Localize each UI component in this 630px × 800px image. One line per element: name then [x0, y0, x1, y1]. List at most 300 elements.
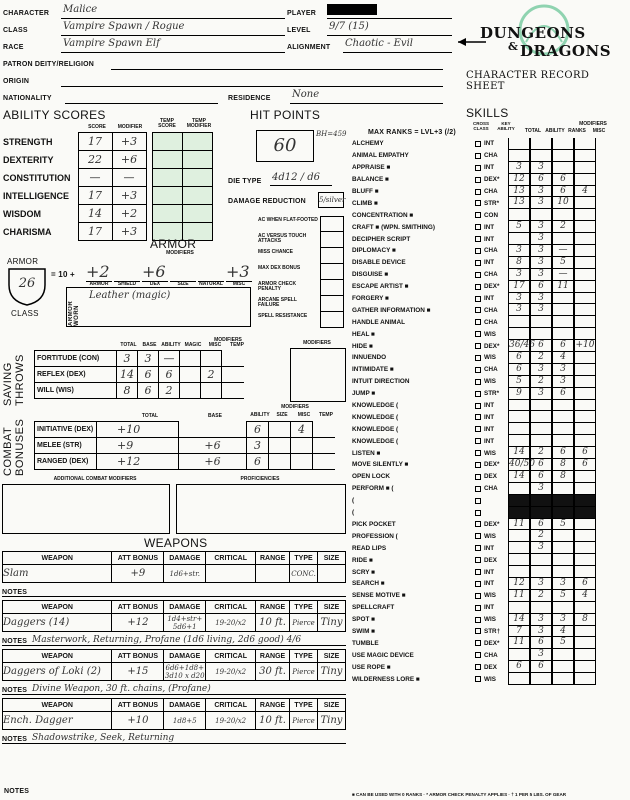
skill-ranks[interactable]: [552, 316, 574, 328]
cross-class-checkbox[interactable]: [472, 578, 484, 590]
damage-reduction-field[interactable]: 5/silver: [318, 192, 344, 208]
skill-ranks[interactable]: 6: [552, 174, 574, 186]
armor-worn-field[interactable]: Leather (magic): [89, 290, 171, 301]
skill-ranks[interactable]: [552, 483, 574, 495]
skill-ability[interactable]: 6: [530, 174, 552, 186]
addl-combat-box[interactable]: [2, 484, 170, 534]
cross-class-checkbox[interactable]: [472, 340, 484, 352]
skill-misc[interactable]: [574, 637, 596, 649]
cross-class-checkbox[interactable]: [472, 328, 484, 340]
cross-class-checkbox[interactable]: [472, 138, 484, 150]
cross-class-checkbox[interactable]: [472, 459, 484, 471]
skill-misc[interactable]: [574, 673, 596, 685]
cross-class-checkbox[interactable]: [472, 423, 484, 435]
skill-total[interactable]: [508, 435, 530, 447]
weapon-range[interactable]: 30 ft.: [256, 663, 290, 681]
weapon-notes[interactable]: Divine Weapon, 30 ft. chains, (Profane): [32, 684, 211, 694]
cross-class-checkbox[interactable]: [472, 233, 484, 245]
skill-misc[interactable]: [574, 519, 596, 531]
skill-ranks[interactable]: [552, 423, 574, 435]
skill-ranks[interactable]: [552, 233, 574, 245]
skill-total[interactable]: [508, 411, 530, 423]
skill-ranks[interactable]: [552, 507, 574, 519]
skill-misc[interactable]: [574, 400, 596, 412]
weapon-type[interactable]: Pierce: [290, 614, 318, 632]
skill-ranks[interactable]: —: [552, 269, 574, 281]
skill-ranks[interactable]: 6: [552, 388, 574, 400]
skill-ability[interactable]: [530, 209, 552, 221]
cross-class-checkbox[interactable]: [472, 530, 484, 542]
skill-ability[interactable]: 6: [530, 459, 552, 471]
save-base[interactable]: 3: [138, 351, 159, 367]
skill-ranks[interactable]: 6: [552, 447, 574, 459]
skill-total[interactable]: 14: [508, 447, 530, 459]
ability-modifier[interactable]: —: [112, 169, 146, 187]
cross-class-checkbox[interactable]: [472, 150, 484, 162]
skill-ranks[interactable]: [552, 138, 574, 150]
cross-class-checkbox[interactable]: [472, 293, 484, 305]
skill-ranks[interactable]: [552, 150, 574, 162]
cross-class-checkbox[interactable]: [472, 221, 484, 233]
ability-score[interactable]: 17: [78, 223, 112, 241]
skill-misc[interactable]: [574, 197, 596, 209]
cross-class-checkbox[interactable]: [472, 364, 484, 376]
skill-misc[interactable]: [574, 233, 596, 245]
skill-ability[interactable]: 3: [530, 269, 552, 281]
skill-ranks[interactable]: 2: [552, 221, 574, 233]
save-base[interactable]: 6: [138, 367, 159, 383]
skill-ability[interactable]: 2: [530, 352, 552, 364]
temp-score[interactable]: [152, 187, 182, 205]
ability-score[interactable]: 17: [78, 133, 112, 151]
skill-misc[interactable]: [574, 209, 596, 221]
dex-bonus[interactable]: +6: [142, 262, 168, 282]
skill-ranks[interactable]: [552, 411, 574, 423]
save-ability[interactable]: 2: [159, 383, 180, 399]
save-misc[interactable]: [201, 351, 222, 367]
weapon-dmg[interactable]: 1d4+str+ 5d6+1: [164, 614, 206, 632]
skill-total[interactable]: [508, 673, 530, 685]
skill-ability[interactable]: 6: [530, 637, 552, 649]
skill-total[interactable]: 40/50: [509, 459, 535, 470]
skill-ranks[interactable]: 4: [552, 626, 574, 638]
skill-total[interactable]: [508, 507, 530, 519]
weapon-att[interactable]: +15: [112, 663, 164, 681]
armor-check-box[interactable]: [320, 280, 344, 296]
combat-misc[interactable]: 4: [291, 422, 313, 438]
skill-ranks[interactable]: [552, 304, 574, 316]
weapon-notes[interactable]: Shadowstrike, Seek, Returning: [32, 733, 175, 743]
skill-ranks[interactable]: [552, 162, 574, 174]
skill-total[interactable]: [508, 554, 530, 566]
skill-ability[interactable]: 3: [530, 483, 552, 495]
combat-total[interactable]: +9: [97, 438, 179, 454]
skill-misc[interactable]: [574, 411, 596, 423]
skill-ability[interactable]: [530, 602, 552, 614]
combat-ability[interactable]: 3: [247, 438, 269, 454]
skill-ability[interactable]: 6: [530, 661, 552, 673]
cross-class-checkbox[interactable]: [472, 257, 484, 269]
skill-ability[interactable]: [530, 566, 552, 578]
skill-total[interactable]: 9: [508, 388, 530, 400]
combat-base[interactable]: +6: [179, 454, 247, 470]
skill-misc[interactable]: [574, 661, 596, 673]
skill-ability[interactable]: [530, 507, 552, 519]
miss-chance-box[interactable]: [320, 248, 344, 264]
residence-field[interactable]: None: [290, 89, 443, 104]
temp-modifier[interactable]: [182, 151, 212, 169]
spell-resistance-box[interactable]: [320, 312, 344, 328]
cross-class-checkbox[interactable]: [472, 411, 484, 423]
combat-misc[interactable]: [291, 454, 313, 470]
skill-ability[interactable]: 3: [530, 186, 552, 198]
alignment-field[interactable]: Chaotic - Evil: [343, 38, 452, 53]
skill-misc[interactable]: [574, 495, 596, 507]
save-misc[interactable]: 2: [201, 367, 222, 383]
skill-total[interactable]: [508, 530, 530, 542]
skill-ability[interactable]: 6: [530, 281, 552, 293]
cross-class-checkbox[interactable]: [472, 637, 484, 649]
skill-total[interactable]: [508, 542, 530, 554]
skill-total[interactable]: 3: [508, 269, 530, 281]
skill-total[interactable]: [508, 150, 530, 162]
skill-ability[interactable]: [530, 316, 552, 328]
race-field[interactable]: Vampire Spawn Elf: [61, 38, 285, 53]
cross-class-checkbox[interactable]: [472, 304, 484, 316]
combat-base[interactable]: +6: [179, 438, 247, 454]
skill-misc[interactable]: 4: [574, 590, 596, 602]
cross-class-checkbox[interactable]: [472, 649, 484, 661]
cross-class-checkbox[interactable]: [472, 542, 484, 554]
skill-misc[interactable]: [574, 352, 596, 364]
cross-class-checkbox[interactable]: [472, 376, 484, 388]
weapon-range[interactable]: [256, 565, 290, 583]
skill-misc[interactable]: 6: [574, 578, 596, 590]
skill-ranks[interactable]: [552, 554, 574, 566]
skill-ability[interactable]: [530, 554, 552, 566]
skill-misc[interactable]: +10: [575, 340, 595, 351]
skill-ability[interactable]: 2: [530, 530, 552, 542]
temp-score[interactable]: [152, 169, 182, 187]
skill-total[interactable]: [508, 328, 530, 340]
skill-total[interactable]: 6: [508, 661, 530, 673]
save-magic[interactable]: [180, 383, 201, 399]
skill-ranks[interactable]: 8: [552, 459, 574, 471]
weapon-weapon[interactable]: Ench. Dagger: [3, 712, 112, 730]
temp-modifier[interactable]: [182, 187, 212, 205]
ability-modifier[interactable]: +3: [112, 223, 146, 241]
skill-ranks[interactable]: 3: [552, 376, 574, 388]
weapon-type[interactable]: Pierce: [290, 663, 318, 681]
temp-modifier[interactable]: [182, 169, 212, 187]
cross-class-checkbox[interactable]: [472, 519, 484, 531]
cross-class-checkbox[interactable]: [472, 483, 484, 495]
skill-misc[interactable]: [574, 530, 596, 542]
die-type-field[interactable]: 4d12 / d6: [270, 172, 332, 186]
skill-ability[interactable]: 3: [530, 245, 552, 257]
cross-class-checkbox[interactable]: [472, 174, 484, 186]
skill-ability[interactable]: 2: [530, 590, 552, 602]
max-dex-box[interactable]: [320, 264, 344, 280]
cross-class-checkbox[interactable]: [472, 352, 484, 364]
combat-misc[interactable]: [291, 438, 313, 454]
cross-class-checkbox[interactable]: [472, 316, 484, 328]
ability-score[interactable]: 22: [78, 151, 112, 169]
weapon-weapon[interactable]: Slam: [3, 565, 112, 583]
skill-total[interactable]: [508, 400, 530, 412]
skill-ranks[interactable]: 11: [552, 281, 574, 293]
cross-class-checkbox[interactable]: [472, 400, 484, 412]
skill-total[interactable]: 7: [508, 626, 530, 638]
cross-class-checkbox[interactable]: [472, 435, 484, 447]
skill-misc[interactable]: 8: [574, 614, 596, 626]
weapon-type[interactable]: CONC.: [290, 565, 318, 583]
size-bonus[interactable]: [170, 262, 196, 282]
skill-ability[interactable]: 3: [530, 293, 552, 305]
weapon-type[interactable]: Pierce: [290, 712, 318, 730]
skill-misc[interactable]: [574, 602, 596, 614]
patron-field[interactable]: [111, 55, 443, 70]
save-ability[interactable]: —: [159, 351, 180, 367]
class-field[interactable]: Vampire Spawn / Rogue: [61, 21, 285, 36]
skill-ranks[interactable]: [552, 435, 574, 447]
skill-ranks[interactable]: 8: [552, 471, 574, 483]
skill-ranks[interactable]: [552, 495, 574, 507]
skill-ability[interactable]: [530, 150, 552, 162]
skill-total[interactable]: [508, 483, 530, 495]
skill-misc[interactable]: [574, 435, 596, 447]
temp-score[interactable]: [152, 133, 182, 151]
skill-misc[interactable]: 6: [574, 459, 596, 471]
skill-ability[interactable]: 3: [530, 233, 552, 245]
combat-size[interactable]: [269, 454, 291, 470]
weapon-weapon[interactable]: Daggers of Loki (2): [3, 663, 112, 681]
skill-total[interactable]: [508, 233, 530, 245]
skill-misc[interactable]: [574, 566, 596, 578]
skill-ability[interactable]: 3: [530, 388, 552, 400]
skill-ability[interactable]: 3: [530, 162, 552, 174]
cross-class-checkbox[interactable]: [472, 269, 484, 281]
weapon-crit[interactable]: 19-20/x2: [206, 712, 256, 730]
skill-ranks[interactable]: [552, 542, 574, 554]
weapon-notes[interactable]: Masterwork, Returning, Profane (1d6 living, 2d6 good) 4/6: [32, 635, 302, 645]
cross-class-checkbox[interactable]: [472, 626, 484, 638]
weapon-size[interactable]: [318, 565, 346, 583]
character-field[interactable]: Malice: [61, 4, 285, 19]
cross-class-checkbox[interactable]: [472, 614, 484, 626]
skill-ability[interactable]: 3: [530, 649, 552, 661]
skill-ability[interactable]: 6: [530, 471, 552, 483]
skill-total[interactable]: 12: [508, 174, 530, 186]
skill-ranks[interactable]: 6: [552, 340, 574, 352]
skill-ability[interactable]: 6: [530, 340, 552, 352]
saves-modifiers-box[interactable]: [290, 348, 346, 402]
cross-class-checkbox[interactable]: [472, 661, 484, 673]
skill-ability[interactable]: [530, 495, 552, 507]
skill-misc[interactable]: [574, 138, 596, 150]
skill-total[interactable]: 13: [508, 197, 530, 209]
skill-total[interactable]: 5: [508, 376, 530, 388]
skill-total[interactable]: [508, 566, 530, 578]
arcane-failure-box[interactable]: [320, 296, 344, 312]
save-total[interactable]: 3: [117, 351, 138, 367]
cross-class-checkbox[interactable]: [472, 602, 484, 614]
skill-total[interactable]: 11: [508, 637, 530, 649]
combat-temp[interactable]: [313, 422, 335, 438]
skill-ranks[interactable]: [552, 566, 574, 578]
skill-ability[interactable]: 2: [530, 376, 552, 388]
skill-misc[interactable]: [574, 364, 596, 376]
skill-misc[interactable]: [574, 257, 596, 269]
weapon-att[interactable]: +9: [112, 565, 164, 583]
save-temp[interactable]: [222, 367, 244, 383]
skill-total[interactable]: 13: [508, 186, 530, 198]
skill-total[interactable]: 36/46: [509, 340, 535, 351]
skill-total[interactable]: 17: [508, 281, 530, 293]
save-temp[interactable]: [222, 351, 244, 367]
skill-misc[interactable]: [574, 245, 596, 257]
temp-score[interactable]: [152, 205, 182, 223]
skill-ranks[interactable]: [552, 661, 574, 673]
cross-class-checkbox[interactable]: [472, 447, 484, 459]
cross-class-checkbox[interactable]: [472, 186, 484, 198]
skill-total[interactable]: [508, 209, 530, 221]
skill-total[interactable]: [508, 138, 530, 150]
skill-ability[interactable]: 3: [530, 626, 552, 638]
save-misc[interactable]: [201, 383, 222, 399]
skill-ranks[interactable]: 5: [552, 257, 574, 269]
cross-class-checkbox[interactable]: [472, 162, 484, 174]
cross-class-checkbox[interactable]: [472, 554, 484, 566]
ability-score[interactable]: 14: [78, 205, 112, 223]
skill-ranks[interactable]: 10: [552, 197, 574, 209]
weapon-dmg[interactable]: 1d8+5: [164, 712, 206, 730]
ability-modifier[interactable]: +2: [112, 205, 146, 223]
skill-ranks[interactable]: [552, 649, 574, 661]
misc-bonus[interactable]: +3: [226, 262, 252, 282]
skill-total[interactable]: 12: [508, 578, 530, 590]
skill-total[interactable]: 11: [508, 519, 530, 531]
skill-ranks[interactable]: —: [552, 245, 574, 257]
skill-total[interactable]: 14: [508, 471, 530, 483]
skill-total[interactable]: 3: [508, 162, 530, 174]
skill-total[interactable]: 6: [508, 352, 530, 364]
skill-ability[interactable]: [530, 328, 552, 340]
skill-total[interactable]: [508, 423, 530, 435]
skill-ranks[interactable]: 5: [552, 590, 574, 602]
weapon-size[interactable]: Tiny: [317, 712, 345, 730]
skill-misc[interactable]: [574, 269, 596, 281]
skill-misc[interactable]: [574, 507, 596, 519]
natural-bonus[interactable]: [198, 262, 224, 282]
ac-value[interactable]: 26: [18, 276, 36, 291]
skill-total[interactable]: [508, 649, 530, 661]
proficiencies-box[interactable]: [176, 484, 346, 534]
skill-total[interactable]: [508, 495, 530, 507]
temp-modifier[interactable]: [182, 133, 212, 151]
skill-misc[interactable]: [574, 221, 596, 233]
skill-ranks[interactable]: 5: [552, 519, 574, 531]
skill-ability[interactable]: 3: [530, 304, 552, 316]
cross-class-checkbox[interactable]: [472, 673, 484, 685]
skill-ability[interactable]: [530, 138, 552, 150]
combat-base[interactable]: [179, 422, 247, 438]
armor-worn-box[interactable]: [66, 287, 251, 327]
save-ability[interactable]: 6: [159, 367, 180, 383]
skill-misc[interactable]: [574, 304, 596, 316]
weapon-dmg[interactable]: 6d6+1d8+ 3d10 x d20: [164, 663, 205, 680]
skill-total[interactable]: 14: [508, 614, 530, 626]
skill-ability[interactable]: 2: [530, 447, 552, 459]
weapon-att[interactable]: +12: [112, 614, 164, 632]
skill-total[interactable]: [508, 316, 530, 328]
level-field[interactable]: 9/7 (15): [327, 21, 452, 36]
skill-total[interactable]: 8: [508, 257, 530, 269]
cross-class-checkbox[interactable]: [472, 590, 484, 602]
skill-ranks[interactable]: 6: [552, 186, 574, 198]
skill-ranks[interactable]: [552, 530, 574, 542]
weapon-crit[interactable]: 19-20/x2: [206, 663, 256, 681]
combat-ability[interactable]: 6: [247, 454, 269, 470]
skill-ability[interactable]: 3: [530, 197, 552, 209]
weapon-dmg[interactable]: 1d6+str.: [164, 565, 206, 583]
skill-misc[interactable]: [574, 423, 596, 435]
skill-misc[interactable]: [574, 471, 596, 483]
cross-class-checkbox[interactable]: [472, 197, 484, 209]
cross-class-checkbox[interactable]: [472, 471, 484, 483]
weapon-range[interactable]: 10 ft.: [256, 712, 290, 730]
combat-total[interactable]: +12: [97, 454, 179, 470]
cross-class-checkbox[interactable]: [472, 281, 484, 293]
skill-ability[interactable]: [530, 435, 552, 447]
skill-ability[interactable]: 3: [530, 542, 552, 554]
skill-ranks[interactable]: [552, 673, 574, 685]
combat-ability[interactable]: 6: [247, 422, 269, 438]
skill-ranks[interactable]: [552, 293, 574, 305]
ability-modifier[interactable]: +3: [112, 187, 146, 205]
combat-temp[interactable]: [313, 438, 335, 454]
save-temp[interactable]: [222, 383, 244, 399]
skill-misc[interactable]: [574, 328, 596, 340]
ability-score[interactable]: —: [78, 169, 112, 187]
skill-misc[interactable]: 4: [574, 186, 596, 198]
skill-misc[interactable]: [574, 376, 596, 388]
skill-total[interactable]: 3: [508, 304, 530, 316]
skill-misc[interactable]: [574, 281, 596, 293]
skill-ability[interactable]: [530, 423, 552, 435]
hit-points-box[interactable]: 60: [256, 130, 314, 162]
combat-total[interactable]: +10: [97, 422, 179, 438]
skill-ranks[interactable]: [552, 328, 574, 340]
skill-ability[interactable]: 6: [530, 519, 552, 531]
weapon-weapon[interactable]: Daggers (14): [3, 614, 112, 632]
skill-misc[interactable]: [574, 150, 596, 162]
weapon-size[interactable]: Tiny: [318, 614, 346, 632]
skill-misc[interactable]: [574, 388, 596, 400]
skill-ability[interactable]: 3: [530, 578, 552, 590]
skill-ability[interactable]: 3: [530, 257, 552, 269]
skill-misc[interactable]: [574, 542, 596, 554]
skill-ability[interactable]: 3: [530, 221, 552, 233]
weapon-crit[interactable]: 19-20/x2: [206, 614, 256, 632]
skill-total[interactable]: 11: [508, 590, 530, 602]
weapon-size[interactable]: Tiny: [317, 663, 345, 681]
skill-ability[interactable]: 3: [530, 614, 552, 626]
skill-ranks[interactable]: 4: [552, 352, 574, 364]
combat-size[interactable]: [269, 422, 291, 438]
skill-ranks[interactable]: [552, 400, 574, 412]
ability-score[interactable]: 17: [78, 187, 112, 205]
